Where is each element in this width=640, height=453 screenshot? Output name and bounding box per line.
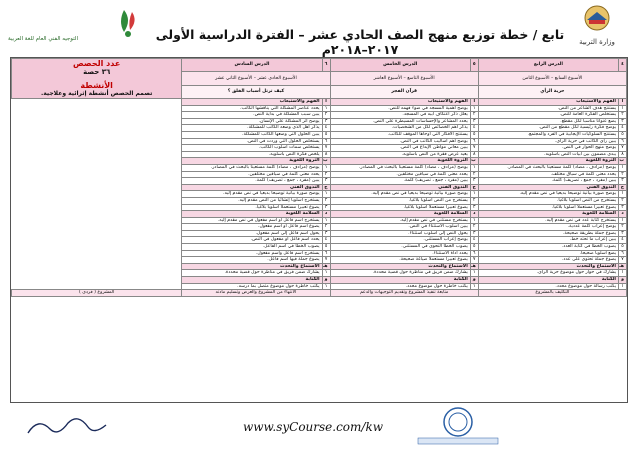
objective-cell: يحدد المشاعر والإحساسات المسيطرة على النص.	[330, 118, 470, 125]
lesson-6-weeks: الأسبوع الحادي عشر – الأسبوع الثاني عشر	[182, 72, 330, 85]
objective-cell: يبين سبب المشكلة في بداية النص.	[182, 112, 322, 119]
page-footer	[0, 404, 640, 453]
page-title: تابع / خطة توزيع منهج الصف الحادي عشر – الفترة الدراسية الأولى ٢٠١٧–٢٠١٨م	[155, 27, 565, 57]
objective-cell: يستنتج الأفكار التي أوحاها الموقف للكاتب.	[330, 131, 470, 138]
section-header-correct	[12, 211, 627, 218]
table-row	[12, 105, 627, 112]
section-letter: ج	[322, 184, 330, 191]
row-number: ٦	[322, 138, 330, 145]
section-letter: ب	[619, 158, 627, 165]
row-number: ٢	[470, 171, 478, 178]
section-title: الكتابة	[182, 277, 322, 284]
objective-cell: يعلل ذكر اعتكاف أبيه في المسجد.	[330, 112, 470, 119]
row-number: ٨	[322, 151, 330, 158]
table-row	[12, 244, 627, 251]
objective-cell: يحدد أداة الاستثناء.	[330, 250, 470, 257]
section-title: الاستماع والتحدث	[478, 263, 618, 270]
row-number: ٣	[470, 230, 478, 237]
objective-cell: يذكر أهل الذي وضعه الكاتب للمشكلة.	[182, 125, 322, 132]
row-number: ٧	[619, 145, 627, 152]
objective-cell: يكتب خاطرة حول موضوع محدد.	[330, 283, 470, 290]
objective-cell: يحدد عناصر المشكلة التي يناقشها الكاتب.	[182, 105, 322, 112]
ministry-name: وزارة التربية	[579, 38, 615, 46]
objective-cell: يصوغ جملة تحتوي على عدد.	[478, 257, 618, 264]
row-number: ١	[619, 217, 627, 224]
objective-cell: يصوغ تعبيرا مستعملا أسلوبا بلاغيا.	[182, 204, 322, 211]
section-letter: ج	[619, 184, 627, 191]
section-title: الكتابة	[330, 277, 470, 284]
objective-cell: يلخص فكرة النص بأسلوبه.	[182, 151, 322, 158]
table-row	[12, 217, 627, 224]
row-number: ٨	[470, 151, 478, 158]
objective-cell: يحدد معنى كلمة في سياقين مختلفين.	[182, 171, 322, 178]
row-number: ١	[322, 217, 330, 224]
objective-cell: يوضح أثر المشكلة على الإنسان.	[182, 118, 322, 125]
objective-cell: يصوغ جملة بطريقة صحيحة.	[478, 230, 618, 237]
row-number: ٤	[470, 237, 478, 244]
objective-cell: يشارك ضمن فريق في مناظرة حول قضية محددة.	[330, 270, 470, 277]
table-row	[12, 164, 627, 171]
section-letter: د	[322, 211, 330, 218]
row-number: ١	[322, 164, 330, 171]
objective-cell: يصوغ تعبيرا مستعملا صياغة صحيحة.	[330, 257, 470, 264]
activities-text: تصمم الحصص أنشطة إثرائية وعلاجية.	[40, 90, 153, 97]
sessions-count: ٣٦ حصة	[83, 68, 111, 76]
guidance-logo	[6, 6, 146, 46]
row-number: ٢	[619, 112, 627, 119]
objective-cell: يوضح منهج الحوار في النص.	[478, 145, 618, 152]
row-number: ١	[470, 191, 478, 198]
section-header-understanding	[12, 99, 627, 106]
sessions-heading: عدد الحصص	[73, 59, 121, 68]
row-number: ٦	[619, 250, 627, 257]
objective-cell: يصوغ جملة فيها اسم فاعل.	[182, 257, 322, 264]
row-number: ١	[619, 105, 627, 112]
section-letter: و	[619, 277, 627, 284]
section-title: الكتابة	[478, 277, 618, 284]
website-url[interactable]: www.syCourse.com/kw	[243, 420, 383, 434]
objective-cell: يصوغ اسم فاعل أو اسم مفعول.	[182, 224, 322, 231]
objective-cell: يستنتج السلوكيات الإيجابية في الفرد والمجتمع.	[478, 131, 618, 138]
section-title: السلامة اللغوية	[182, 211, 322, 218]
section-title: السلامة اللغوية	[478, 211, 618, 218]
row-number: ٣	[619, 204, 627, 211]
objective-cell: يكتب رسالة حول موضوع محدد.	[478, 283, 618, 290]
row-number: ١	[322, 283, 330, 290]
row-number: ٥	[322, 244, 330, 251]
table-row	[12, 270, 627, 277]
section-header-vocab	[12, 158, 627, 165]
section-letter: د	[619, 211, 627, 218]
row-number: ٧	[322, 257, 330, 264]
section-letter: ج	[470, 184, 478, 191]
table-row	[12, 224, 627, 231]
table-row	[12, 191, 627, 198]
row-number: ٣	[470, 178, 478, 185]
section-title: الاستماع والتحدث	[182, 263, 322, 270]
objective-cell: يستخلص سمات أسلوب الكاتب.	[182, 145, 322, 152]
section-letter: و	[322, 277, 330, 284]
objective-cell: يستخرج من النص أسلوبا بلاغيا.	[330, 197, 470, 204]
row-number: ٢	[619, 171, 627, 178]
side-panel	[12, 59, 182, 99]
objective-cell: يوضح (مرادف ، مضاد) كلمة مستعينا بالبحث في المصادر.	[182, 164, 322, 171]
section-title: الثروة اللغوية	[330, 158, 470, 165]
objective-cell: يبين (مفرد ، جمع ، تصريف) كلمة.	[330, 178, 470, 185]
table-row	[12, 131, 627, 138]
row-number: ١	[470, 270, 478, 277]
table-row	[12, 250, 627, 257]
row-number: ١	[619, 191, 627, 198]
objective-cell: يبين إعراب ما تحته خط.	[478, 237, 618, 244]
row-number: ٦	[322, 250, 330, 257]
objective-cell: يشارك في حوار حول موضوع حرية الرأي.	[478, 270, 618, 277]
row-number: ١	[322, 191, 330, 198]
objective-cell: يصوغ تعبيرا مستعملا أسلوبا بلاغيا.	[330, 204, 470, 211]
section-title: التذوق الفني	[330, 184, 470, 191]
objective-cell: يصوغ تعبيرا مستعملا أسلوبا بلاغيا.	[478, 204, 618, 211]
kuwait-emblem-icon	[577, 4, 617, 34]
lesson-5-number: ٥	[470, 59, 478, 72]
row-number: ٣	[619, 118, 627, 125]
section-letter: هـ	[619, 263, 627, 270]
row-number: ١	[322, 270, 330, 277]
row-number: ٢	[470, 112, 478, 119]
row-number: ١	[619, 164, 627, 171]
row-number: ٥	[619, 244, 627, 251]
objective-cell: يستخرج اسم فاعل أو اسم مفعول في نص مقدم إليه.	[182, 217, 322, 224]
lesson-5-weeks: الأسبوع التاسع – الأسبوع العاشر	[330, 72, 478, 85]
objective-cell: يوضح صورة بيانية توضيحا بديعيا في نص مقدم إليه.	[478, 191, 618, 198]
ministry-logo	[562, 4, 632, 48]
table-row	[12, 118, 627, 125]
lesson-6-title: كيف ترتل أسباب القلق ؟	[182, 85, 330, 98]
objective-cell: يستخلص الحلول التي وردت في النص.	[182, 138, 322, 145]
row-number: ١	[470, 105, 478, 112]
table-row	[12, 138, 627, 145]
row-number: ٤	[619, 125, 627, 132]
row-number: ٥	[470, 131, 478, 138]
section-letter: د	[470, 211, 478, 218]
row-number: ٦	[470, 250, 478, 257]
objective-cell: يبدي مضمون بين أبيات النص بأسلوبه.	[478, 151, 618, 158]
row-number: ٦	[619, 138, 627, 145]
objective-cell: يوضح صورة بيانية توضيحا بديعيا في نص مقدم إليه.	[330, 191, 470, 198]
lesson-6-number: ٦	[322, 59, 330, 72]
objective-cell: يضع عنوانا مناسبا لكل مقطع.	[478, 118, 618, 125]
lesson-5-name: الدرس الخامس	[330, 59, 470, 72]
row-number: ٧	[470, 145, 478, 152]
section-letter: هـ	[322, 263, 330, 270]
objective-cell: يشارك ضمن فريق في مناظرة حول قضية محددة.	[182, 270, 322, 277]
section-letter: ب	[470, 158, 478, 165]
objective-cell: يستخرج أسلوبا إنشائيا من النص مقدم إليه.	[182, 197, 322, 204]
section-letter: ب	[322, 158, 330, 165]
table-row	[12, 178, 627, 185]
lesson-4-title: حرية الرأي	[478, 85, 626, 98]
project-cell: التكليف بالمشروع	[478, 290, 626, 297]
row-number: ٣	[322, 230, 330, 237]
section-header-taste	[12, 184, 627, 191]
row-number: ٢	[322, 112, 330, 119]
section-letter: أ	[619, 99, 627, 106]
lesson-6-name: الدرس السادس	[182, 59, 322, 72]
row-number: ٢	[322, 171, 330, 178]
objective-cell: يوضح صورة بيانية توضيحا بديعيا في نص مقدم إليه.	[182, 191, 322, 198]
objective-cell: يكتب خاطرة حول موضوع متصل بما درسه.	[182, 283, 322, 290]
table-row	[12, 151, 627, 158]
objective-cell: يحدد اسم فاعل أو مفعول في النص.	[182, 237, 322, 244]
objective-cell: يصوب الخطأ النحوي في المستثنى.	[330, 244, 470, 251]
row-number: ١	[470, 217, 478, 224]
objective-cell: يستخرج من النص أسلوبا بلاغيا.	[478, 197, 618, 204]
objective-cell: يوضح إعراب كلمة عددية.	[478, 224, 618, 231]
project-cell: الانتهاء من المشروع والعرض وتسليم مادته	[182, 290, 330, 297]
objective-cell: يبين معاني مواطن الإبداع في النص.	[330, 145, 470, 152]
guidance-name: التوجيه الفني العام للغة العربية	[8, 36, 79, 42]
row-number: ٢	[619, 224, 627, 231]
section-title: الفهم والاستيعاب	[478, 99, 618, 106]
table-row	[12, 125, 627, 132]
objective-cell: يبين الحلول التي وضعها الكاتب للمشكلة.	[182, 131, 322, 138]
supervisor-signature	[22, 409, 112, 445]
objective-cell: يحول النص إلى أسلوب استثناء.	[330, 230, 470, 237]
objective-cell: يبين أسلوب الاستثناء في النص.	[330, 224, 470, 231]
section-letter: هـ	[470, 263, 478, 270]
section-header-write	[12, 277, 627, 284]
objective-cell: يعيد عرض فقرة من النص بأسلوبه.	[330, 151, 470, 158]
objective-cell: يضع أسلوبا صحيحا.	[478, 250, 618, 257]
row-number: ٥	[619, 131, 627, 138]
page-header	[0, 0, 640, 56]
row-number: ٣	[322, 178, 330, 185]
objective-cell: يوضح إعراب المستثنى.	[330, 237, 470, 244]
lesson-4-number: ٤	[619, 59, 627, 72]
row-number: ١	[470, 164, 478, 171]
row-number: ٦	[470, 138, 478, 145]
table-row	[12, 257, 627, 264]
objective-cell: يحدد معنى كلمة في سياق مختلف.	[478, 171, 618, 178]
section-letter: و	[470, 277, 478, 284]
objective-cell: يوضح فكرة رئيسية لكل مقطع من النص.	[478, 125, 618, 132]
curriculum-table	[10, 57, 628, 403]
row-number: ٤	[322, 125, 330, 132]
objective-cell: يصوب الخطأ في اسم الفاعل.	[182, 244, 322, 251]
row-number: ٢	[470, 197, 478, 204]
row-number: ٣	[322, 204, 330, 211]
row-number: ٤	[322, 237, 330, 244]
objective-cell: يستخلص الفكرة العامة للنص.	[478, 112, 618, 119]
row-number: ٢	[470, 224, 478, 231]
table-row	[12, 204, 627, 211]
guidance-seal-icon	[398, 404, 518, 448]
project-row	[12, 290, 627, 297]
row-number: ٧	[619, 257, 627, 264]
table-row	[12, 237, 627, 244]
row-number: ٣	[619, 230, 627, 237]
project-label: المشروع ( فردي )	[12, 290, 182, 297]
objective-cell: يستنتج هدف الشاعر من النص.	[478, 105, 618, 112]
section-title: الفهم والاستيعاب	[182, 99, 322, 106]
row-number: ٢	[322, 224, 330, 231]
row-number: ٢	[322, 197, 330, 204]
objective-cell: يبين (مفرد ، جمع ، تصريف) كلمة.	[478, 178, 618, 185]
section-letter: أ	[322, 99, 330, 106]
row-number: ٧	[322, 145, 330, 152]
row-number: ٣	[470, 118, 478, 125]
objective-cell: يوضح أهمية المسجد في ضوء فهمه للنص.	[330, 105, 470, 112]
row-number: ٣	[470, 204, 478, 211]
objective-cell: يستخرج كتابة عدد في نص مقدم إليه.	[478, 217, 618, 224]
table-row	[12, 171, 627, 178]
row-number: ١	[322, 105, 330, 112]
section-title: التذوق الفني	[182, 184, 322, 191]
section-title: الثروة اللغوية	[182, 158, 322, 165]
lesson-5-title: قرآن الفجر	[330, 85, 478, 98]
project-cell: متابعة تنفيذ المشروع وتقديم التوجيهات والدعم	[330, 290, 478, 297]
row-number: ٤	[470, 125, 478, 132]
objective-cell: يصوب الخطأ في كتابة العدد.	[478, 244, 618, 251]
row-number: ٣	[322, 118, 330, 125]
section-title: الثروة اللغوية	[478, 158, 618, 165]
lesson-4-name: الدرس الرابع	[478, 59, 618, 72]
objective-cell: يحول اسم فاعل إلى اسم مفعول.	[182, 230, 322, 237]
row-number: ٢	[619, 197, 627, 204]
row-number: ٥	[322, 131, 330, 138]
objective-cell: يبين رأي الكاتب في حرية الرأي.	[478, 138, 618, 145]
objective-cell: يوضح (مرادف ، مضاد) كلمة مستعينا بالبحث في المصادر.	[330, 164, 470, 171]
lesson-4-weeks: الأسبوع السابع – الأسبوع الثامن	[478, 72, 626, 85]
section-title: التذوق الفني	[478, 184, 618, 191]
objective-cell: يوضح أهم أساليب الكاتب في النص.	[330, 138, 470, 145]
table-row	[12, 112, 627, 119]
row-number: ٧	[470, 257, 478, 264]
table-row	[12, 283, 627, 290]
section-title: الفهم والاستيعاب	[330, 99, 470, 106]
row-number: ٨	[619, 151, 627, 158]
row-number: ١	[619, 283, 627, 290]
row-number: ٣	[619, 178, 627, 185]
table-row	[12, 197, 627, 204]
section-title: السلامة اللغوية	[330, 211, 470, 218]
section-letter: أ	[470, 99, 478, 106]
objective-cell: يوضح (مرادف ، مضاد) كلمة مستعينا بالبحث في المصادر.	[478, 164, 618, 171]
objective-cell: يستخرج مستثنى في نص مقدم إليه.	[330, 217, 470, 224]
row-number: ١	[470, 283, 478, 290]
row-number: ٥	[470, 244, 478, 251]
objective-cell: يستخرج اسم فاعل واسم مفعول.	[182, 250, 322, 257]
objective-cell: يذكر أهم الخصائص لكل من الشخصيات.	[330, 125, 470, 132]
lesson-number-row	[12, 59, 627, 72]
activities-heading: الأنشطة	[80, 81, 113, 90]
objective-cell: يبين (مفرد ، جمع ، تصريف) كلمة.	[182, 178, 322, 185]
objective-cell: يحدد معنى كلمة في سياقين مختلفين.	[330, 171, 470, 178]
table-row	[12, 230, 627, 237]
row-number: ١	[619, 270, 627, 277]
section-header-speak	[12, 263, 627, 270]
section-title: الاستماع والتحدث	[330, 263, 470, 270]
row-number: ٤	[619, 237, 627, 244]
table-row	[12, 145, 627, 152]
